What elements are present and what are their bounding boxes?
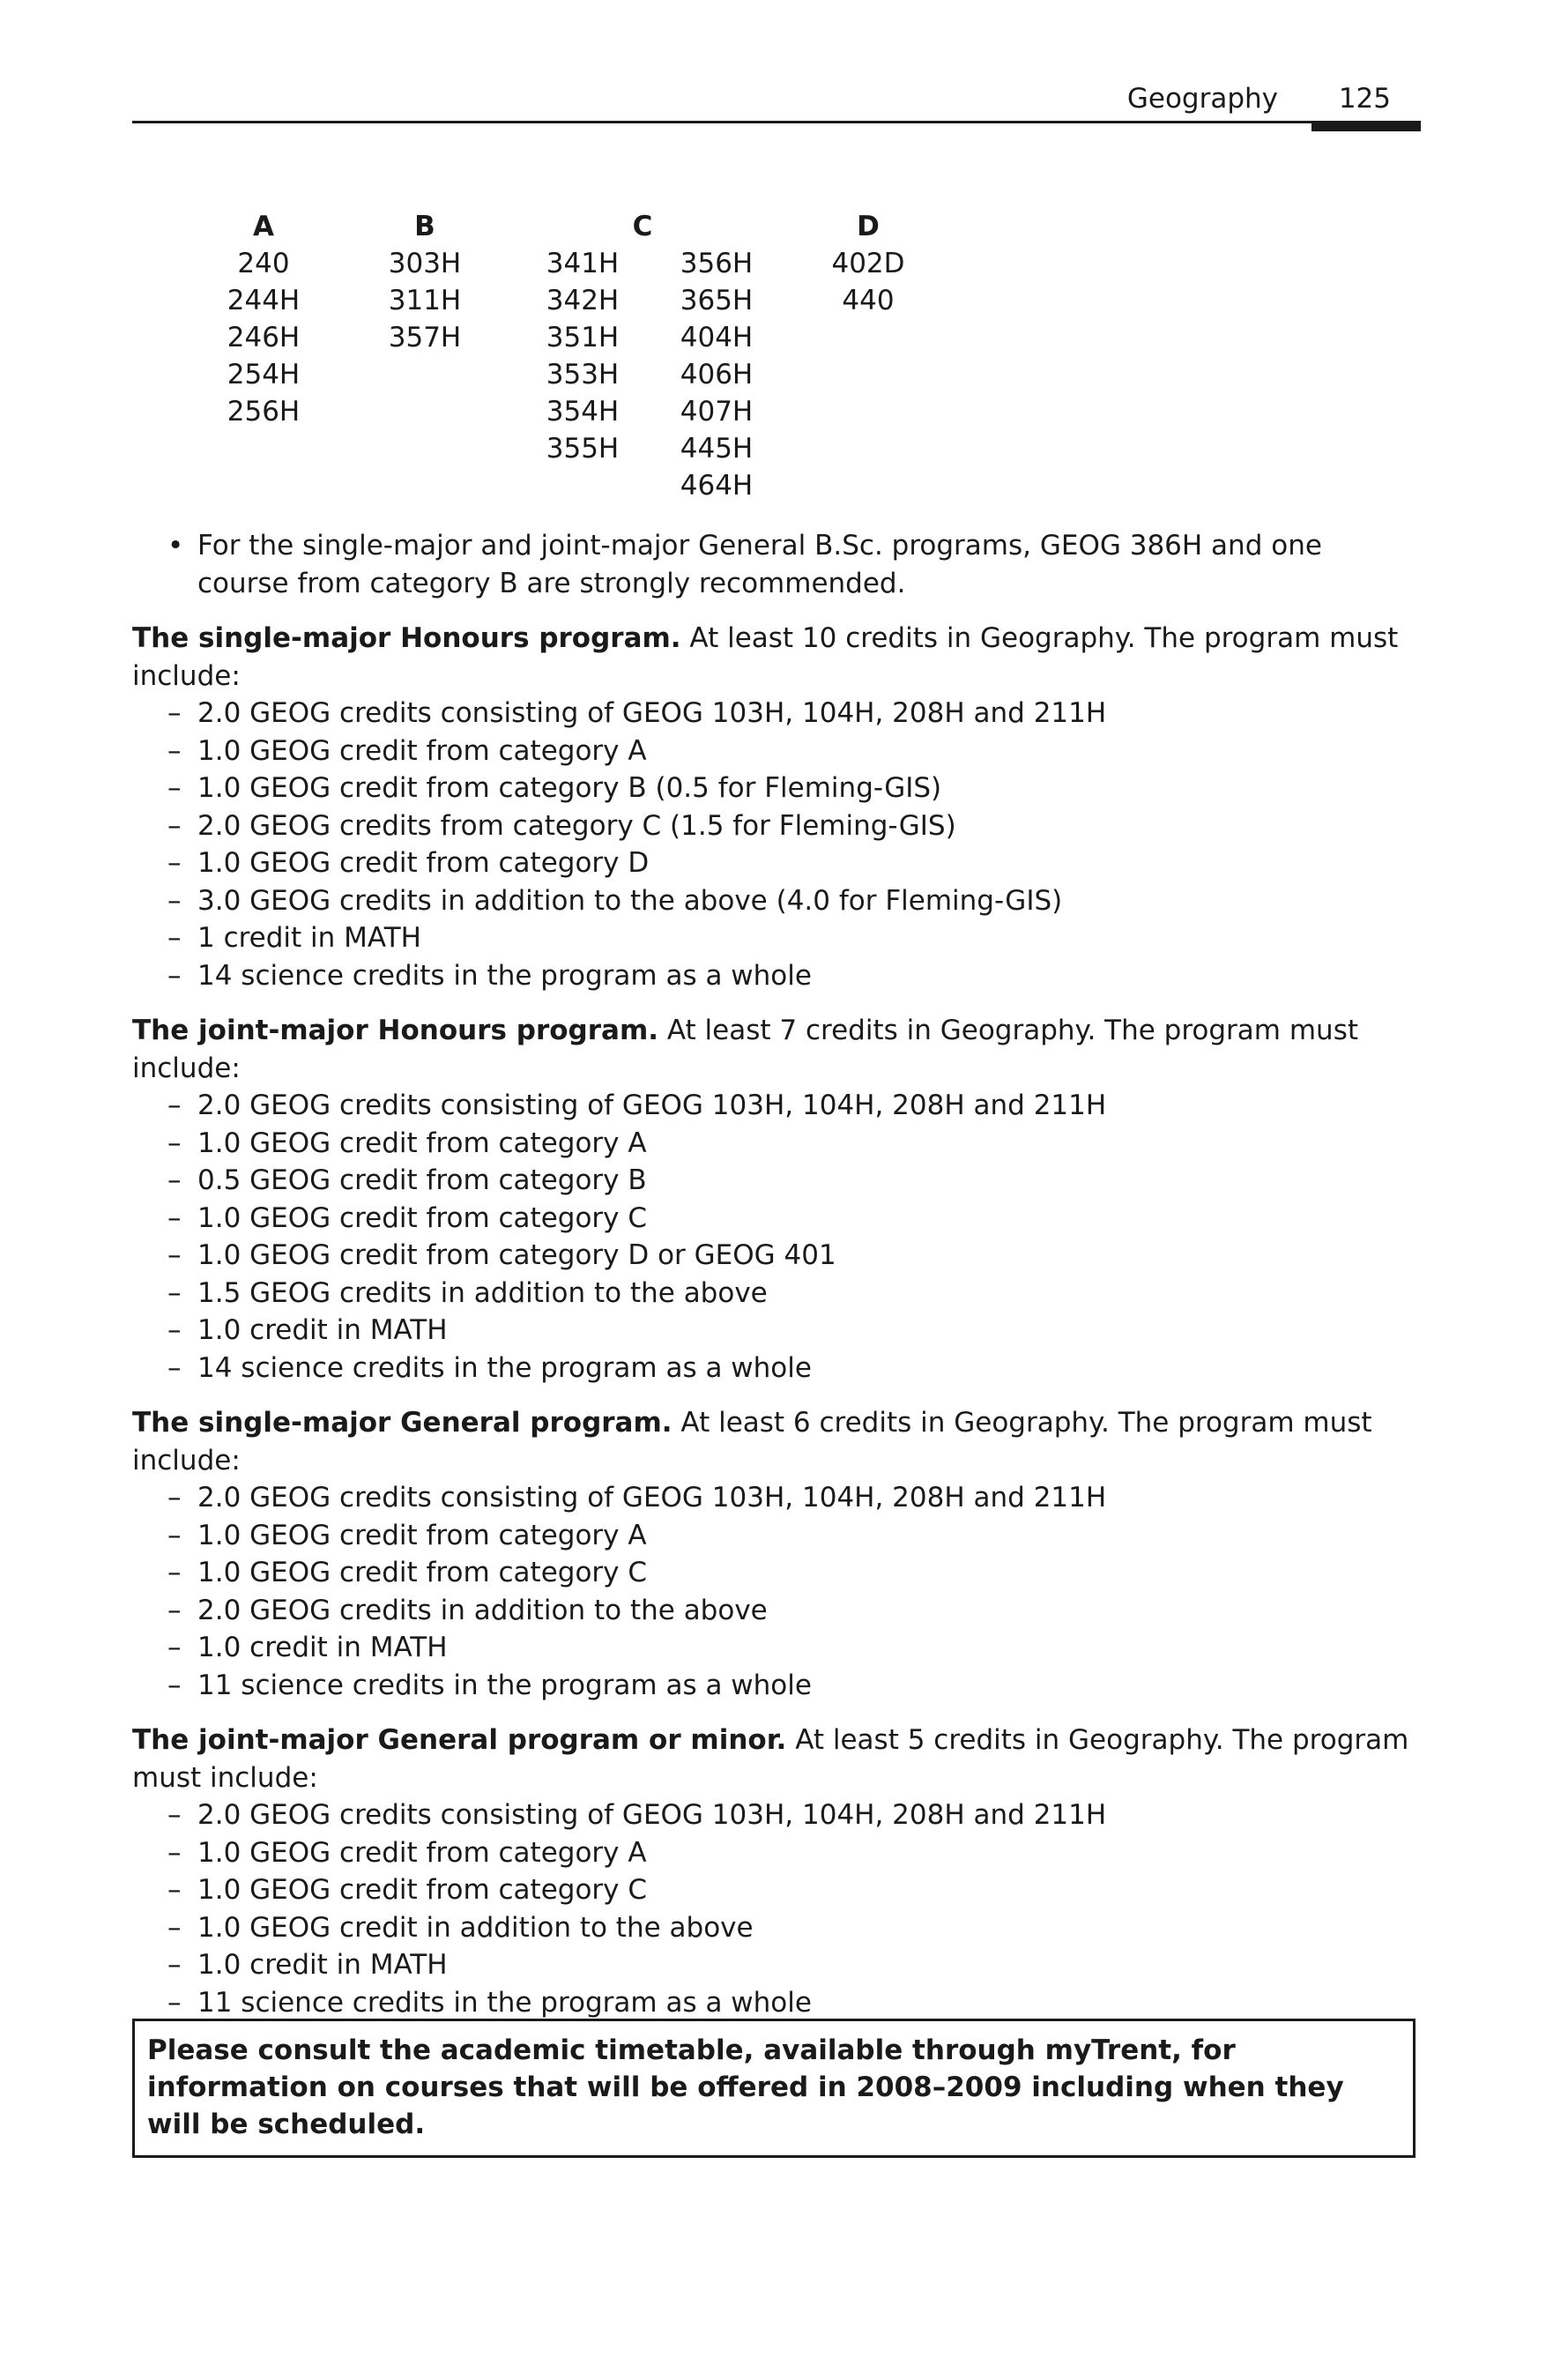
course-code: 407H bbox=[680, 396, 754, 428]
header-tab-mark bbox=[1312, 121, 1421, 131]
course-code: 354H bbox=[546, 396, 620, 428]
category-a-heading: A bbox=[253, 211, 274, 242]
course-code: 342H bbox=[546, 285, 620, 316]
dash-marker: – bbox=[167, 1669, 182, 1701]
requirement-item bbox=[132, 957, 1421, 995]
category-d-heading: D bbox=[857, 211, 880, 242]
dash-marker: – bbox=[167, 1239, 182, 1271]
dash-marker: – bbox=[167, 847, 182, 879]
section-summary: At least 6 credits in Geography. The program must include: bbox=[132, 1407, 1372, 1476]
dash-marker: – bbox=[167, 809, 182, 842]
page-number: 125 bbox=[1338, 83, 1391, 115]
page-header bbox=[132, 81, 1421, 123]
category-c-column-2 bbox=[655, 245, 778, 504]
category-c-heading: C bbox=[632, 211, 653, 242]
requirement-list bbox=[132, 1796, 1421, 2021]
category-b-heading: B bbox=[414, 211, 435, 242]
program-section bbox=[132, 1012, 1421, 1387]
dash-marker: – bbox=[167, 1874, 182, 1906]
requirement-item bbox=[132, 695, 1421, 733]
dash-marker: – bbox=[167, 1799, 182, 1831]
requirement-text: 1.0 GEOG credit from category A bbox=[197, 1127, 647, 1159]
section-intro bbox=[132, 1404, 1421, 1479]
requirement-item bbox=[132, 1592, 1421, 1630]
requirement-text: 2.0 GEOG credits consisting of GEOG 103H, 104H, 208H and 211H bbox=[197, 1090, 1107, 1121]
requirement-text: 3.0 GEOG credits in addition to the above (4.0 for Fleming-GIS) bbox=[197, 884, 1063, 917]
requirement-text: 1.0 GEOG credit from category C bbox=[197, 1201, 648, 1234]
recommendation-note bbox=[132, 527, 1421, 602]
requirement-item bbox=[132, 1350, 1421, 1387]
requirement-text: 1.0 credit in MATH bbox=[197, 1949, 448, 1981]
requirement-item bbox=[132, 1909, 1421, 1947]
requirement-item bbox=[132, 1796, 1421, 1834]
requirement-text: 2.0 GEOG credits from category C (1.5 for Fleming-GIS) bbox=[197, 809, 956, 842]
requirement-item bbox=[132, 1667, 1421, 1705]
requirement-list bbox=[132, 1479, 1421, 1704]
requirement-item bbox=[132, 844, 1421, 882]
section-summary: At least 5 credits in Geography. The program must include: bbox=[132, 1724, 1409, 1794]
bullet-mark: • bbox=[167, 530, 184, 562]
requirement-item bbox=[132, 1275, 1421, 1313]
requirement-text: 1.0 GEOG credit from category C bbox=[197, 1874, 648, 1906]
course-code: 311H bbox=[388, 285, 462, 316]
requirement-item bbox=[132, 1125, 1421, 1163]
timetable-notice: Please consult the academic timetable, available through myTrent, for information on courses that will be offered in 2008–2009 including when they will be scheduled. bbox=[132, 2019, 1416, 2158]
requirement-text: 1.0 GEOG credit from category A bbox=[197, 1519, 647, 1551]
course-code: 406H bbox=[680, 359, 754, 390]
requirement-text: 2.0 GEOG credits consisting of GEOG 103H, 104H, 208H and 211H bbox=[197, 697, 1107, 729]
requirement-item bbox=[132, 807, 1421, 845]
requirement-item bbox=[132, 1871, 1421, 1909]
program-requirements bbox=[132, 527, 1421, 2039]
requirement-text: 14 science credits in the program as a whole bbox=[197, 1351, 812, 1384]
requirement-text: 1 credit in MATH bbox=[197, 922, 421, 954]
requirement-text: 1.0 GEOG credit from category C bbox=[197, 1557, 648, 1588]
dash-marker: – bbox=[167, 959, 182, 992]
requirement-text: 1.0 GEOG credit from category A bbox=[197, 734, 647, 767]
course-code: 303H bbox=[388, 248, 462, 279]
dash-marker: – bbox=[167, 1557, 182, 1588]
dash-marker: – bbox=[167, 734, 182, 767]
dash-marker: – bbox=[167, 1164, 182, 1196]
requirement-text: 1.0 GEOG credit in addition to the above bbox=[197, 1911, 754, 1944]
recommendation-text: For the single-major and joint-major General B.Sc. programs, GEOG 386H and one course from category B are strongly recommended. bbox=[197, 530, 1322, 599]
course-code: 246H bbox=[227, 322, 301, 353]
requirement-text: 1.5 GEOG credits in addition to the above bbox=[197, 1276, 768, 1309]
requirement-item bbox=[132, 1517, 1421, 1555]
dash-marker: – bbox=[167, 1314, 182, 1346]
dash-marker: – bbox=[167, 1201, 182, 1234]
dash-marker: – bbox=[167, 1351, 182, 1384]
category-a-column bbox=[202, 245, 325, 430]
program-section bbox=[132, 1722, 1421, 2021]
requirement-item bbox=[132, 1554, 1421, 1592]
course-code: 254H bbox=[227, 359, 301, 390]
requirement-text: 1.0 credit in MATH bbox=[197, 1314, 448, 1346]
requirement-item bbox=[132, 1984, 1421, 2022]
course-code: 351H bbox=[546, 322, 620, 353]
category-table bbox=[0, 208, 1553, 508]
dash-marker: – bbox=[167, 1949, 182, 1981]
requirement-text: 0.5 GEOG credit from category B bbox=[197, 1164, 647, 1196]
course-code: 353H bbox=[546, 359, 620, 390]
section-intro bbox=[132, 620, 1421, 695]
requirement-item bbox=[132, 1237, 1421, 1275]
requirement-text: 2.0 GEOG credits in addition to the above bbox=[197, 1594, 768, 1626]
header-rule bbox=[132, 121, 1421, 123]
dash-marker: – bbox=[167, 772, 182, 804]
requirement-item bbox=[132, 1834, 1421, 1872]
section-title: The single-major Honours program. bbox=[132, 622, 681, 654]
category-c-column-1 bbox=[521, 245, 644, 467]
requirement-item bbox=[132, 770, 1421, 807]
dash-marker: – bbox=[167, 1632, 182, 1663]
program-section bbox=[132, 1404, 1421, 1704]
requirement-item bbox=[132, 882, 1421, 920]
requirement-item bbox=[132, 1312, 1421, 1350]
course-code: 256H bbox=[227, 396, 301, 428]
section-title: The joint-major General program or minor. bbox=[132, 1724, 787, 1756]
program-sections bbox=[132, 620, 1421, 2021]
dash-marker: – bbox=[167, 922, 182, 954]
course-code: 464H bbox=[680, 470, 754, 502]
course-code: 357H bbox=[388, 322, 462, 353]
requirement-text: 11 science credits in the program as a whole bbox=[197, 1669, 812, 1701]
requirement-text: 11 science credits in the program as a whole bbox=[197, 1986, 812, 2019]
course-code: 240 bbox=[237, 248, 290, 279]
dash-marker: – bbox=[167, 1090, 182, 1121]
requirement-text: 1.0 GEOG credit from category D bbox=[197, 847, 650, 879]
course-code: 402D bbox=[831, 248, 905, 279]
course-code: 445H bbox=[680, 433, 754, 465]
requirement-text: 1.0 GEOG credit from category D or GEOG 401 bbox=[197, 1239, 836, 1271]
section-intro bbox=[132, 1012, 1421, 1087]
course-code: 355H bbox=[546, 433, 620, 465]
dash-marker: – bbox=[167, 1127, 182, 1159]
requirement-item bbox=[132, 1946, 1421, 1984]
section-intro bbox=[132, 1722, 1421, 1796]
running-title: Geography bbox=[1126, 83, 1278, 115]
requirement-item bbox=[132, 1200, 1421, 1238]
dash-marker: – bbox=[167, 1482, 182, 1514]
section-title: The joint-major Honours program. bbox=[132, 1015, 659, 1046]
section-title: The single-major General program. bbox=[132, 1407, 672, 1439]
dash-marker: – bbox=[167, 1836, 182, 1869]
course-code: 356H bbox=[680, 248, 754, 279]
program-section bbox=[132, 620, 1421, 994]
dash-marker: – bbox=[167, 1519, 182, 1551]
course-code: 440 bbox=[842, 285, 895, 316]
requirement-list bbox=[132, 1087, 1421, 1387]
requirement-text: 2.0 GEOG credits consisting of GEOG 103H, 104H, 208H and 211H bbox=[197, 1482, 1107, 1514]
dash-marker: – bbox=[167, 1276, 182, 1309]
dash-marker: – bbox=[167, 1594, 182, 1626]
category-d-column bbox=[806, 245, 930, 319]
course-code: 244H bbox=[227, 285, 301, 316]
dash-marker: – bbox=[167, 1986, 182, 2019]
section-summary: At least 7 credits in Geography. The program must include: bbox=[132, 1015, 1358, 1084]
requirement-text: 14 science credits in the program as a whole bbox=[197, 959, 812, 992]
requirement-item bbox=[132, 1087, 1421, 1125]
course-code: 404H bbox=[680, 322, 754, 353]
course-code: 365H bbox=[680, 285, 754, 316]
requirement-text: 1.0 GEOG credit from category A bbox=[197, 1836, 647, 1869]
requirement-item bbox=[132, 733, 1421, 770]
requirement-item bbox=[132, 1479, 1421, 1517]
course-code: 341H bbox=[546, 248, 620, 279]
requirement-item bbox=[132, 919, 1421, 957]
requirement-item bbox=[132, 1162, 1421, 1200]
requirement-item bbox=[132, 1629, 1421, 1667]
requirement-text: 2.0 GEOG credits consisting of GEOG 103H, 104H, 208H and 211H bbox=[197, 1799, 1107, 1831]
requirement-text: 1.0 credit in MATH bbox=[197, 1632, 448, 1663]
dash-marker: – bbox=[167, 1911, 182, 1944]
requirement-list bbox=[132, 695, 1421, 994]
category-b-column bbox=[363, 245, 487, 356]
requirement-text: 1.0 GEOG credit from category B (0.5 for Fleming-GIS) bbox=[197, 772, 942, 804]
dash-marker: – bbox=[167, 697, 182, 729]
section-summary: At least 10 credits in Geography. The program must include: bbox=[132, 622, 1399, 692]
dash-marker: – bbox=[167, 884, 182, 917]
